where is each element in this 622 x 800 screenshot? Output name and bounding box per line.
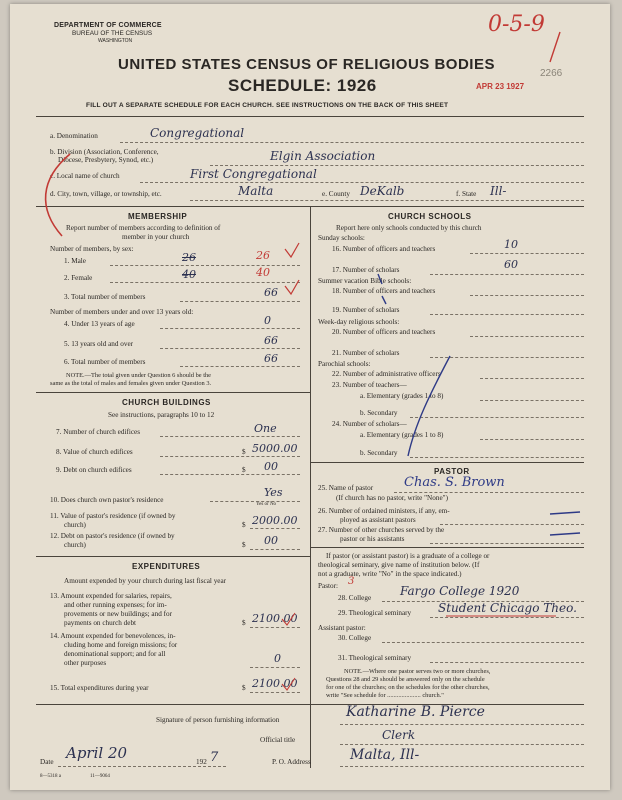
q13-label: 13. Amount expended for salaries, repairs, <box>50 592 172 600</box>
q12-label-2: church) <box>64 541 86 549</box>
q17-value: 60 <box>504 258 518 271</box>
state-label: f. State <box>456 190 477 198</box>
q7-label: 7. Number of church edifices <box>56 428 141 436</box>
q29-label: 29. Theological seminary <box>338 609 412 617</box>
q14-label-2: cluding home and foreign missions; for <box>64 641 178 649</box>
form-code-2: 11—9064 <box>90 774 110 779</box>
blue-dash-mark-2 <box>550 533 580 535</box>
q9-label: 9. Debt on church edifices <box>56 466 132 474</box>
q23a-label: a. Elementary (grades 1 to 8) <box>360 392 444 400</box>
summer-schools-label: Summer vacation Bible schools: <box>318 277 412 285</box>
instruction-banner: FILL OUT A SEPARATE SCHEDULE FOR EACH CHURCH. SEE INSTRUCTIONS ON THE BACK OF THIS SHEET <box>86 102 449 109</box>
signature-value: Katharine B. Pierce <box>346 704 485 720</box>
q11-value: 2000.00 <box>252 514 298 527</box>
q6-value: 66 <box>264 352 278 365</box>
q11-label: 11. Value of pastor's residence (if owned by <box>50 512 176 520</box>
blue-tick-mark <box>378 274 382 284</box>
schedule-title: SCHEDULE: 1926 <box>228 76 377 95</box>
q23-label: 23. Number of teachers— <box>332 381 407 389</box>
received-date-stamp: APR 23 1927 <box>476 82 525 91</box>
q28-value: Fargo College 1920 <box>400 584 520 598</box>
year-prefix: 192 <box>196 758 207 766</box>
expenditures-heading: EXPENDITURES <box>132 562 201 571</box>
q10-hint: Yes or No <box>256 502 277 507</box>
q1-struck-value: 26 <box>182 251 196 264</box>
red-bracket-mark <box>46 154 70 236</box>
pastor-note-3: for one of the churches; on the schedules for the other churches, <box>326 684 490 691</box>
serial-number: 2266 <box>540 68 563 79</box>
weekday-schools-label: Week-day religious schools: <box>318 318 400 326</box>
q4-label: 4. Under 13 years of age <box>64 320 135 328</box>
sunday-schools-label: Sunday schools: <box>318 234 365 242</box>
q1-value: 26 <box>256 249 270 262</box>
q28-label: 28. College <box>338 594 372 602</box>
members-by-sex-label: Number of members, by sex: <box>50 245 134 253</box>
parochial-schools-label: Parochial schools: <box>318 360 371 368</box>
local-name-label: c. Local name of church <box>50 172 120 180</box>
denomination-value: Congregational <box>150 126 245 140</box>
blue-slash-mark <box>408 356 450 456</box>
q23b-label: b. Secondary <box>360 409 398 417</box>
pastor-mark: 3 <box>348 576 355 587</box>
denomination-label: a. Denomination <box>50 132 98 140</box>
buildings-intro: See instructions, paragraphs 10 to 12 <box>108 411 215 419</box>
q14-value: 0 <box>274 652 281 665</box>
department-label: DEPARTMENT OF COMMERCE <box>54 22 162 29</box>
q26-label: 26. Number of ordained ministers, if any, em- <box>318 507 450 515</box>
county-value: DeKalb <box>360 184 405 198</box>
q10-label: 10. Does church own pastor's residence <box>50 496 164 504</box>
official-title-label: Official title <box>260 736 296 744</box>
q14-label-3: denominational support; and for all <box>64 650 166 658</box>
q15-value: 2100.00 <box>252 677 298 690</box>
q27-label-2: pastor or his assistants <box>340 535 405 543</box>
red-check-mark <box>285 243 299 257</box>
q25-note: (If church has no pastor, write "None") <box>336 494 448 502</box>
city-label: WASHINGTON <box>98 38 133 44</box>
q17-label: 17. Number of scholars <box>332 266 400 274</box>
q29-value: Student Chicago Theo. <box>438 601 577 615</box>
q14-label: 14. Amount expended for benevolences, in- <box>50 632 176 640</box>
q4-value: 0 <box>264 314 271 327</box>
q6-label: 6. Total number of members <box>64 358 146 366</box>
division-label-2: Diocese, Presbytery, Synod, etc.) <box>58 156 154 164</box>
pastor-heading: PASTOR <box>434 467 470 476</box>
q21-label: 21. Number of scholars <box>332 349 400 357</box>
state-value: Ill- <box>490 184 507 198</box>
q30-label: 30. College <box>338 634 372 642</box>
q12-value: 00 <box>264 534 278 547</box>
graduate-instruction-2: theological seminary, give name of institution below. (If <box>318 561 480 569</box>
q5-label: 5. 13 years old and over <box>64 340 134 348</box>
pastor-subheading: Pastor: <box>318 582 338 590</box>
q9-value: 00 <box>264 460 278 473</box>
census-schedule-sheet: DEPARTMENT OF COMMERCE BUREAU OF THE CENSUS WASHINGTON UNITED STATES CENSUS OF RELIGIOUS BODIES SCHEDULE: 1926 APR 23 1927 2266 0-5-9 FILL OUT A SEPARATE SCHEDULE FOR EACH CHURCH. SEE INSTRUCTIONS ON THE BACK OF THIS SHEET a. Denomination Congregational b. Division (Association, Conference, Diocese, Presbytery, Synod, etc.) Elgin Association c. Local name of church First Congregational d. City, town, village, or township, etc. Malta e. County DeKalb f. State Ill- MEMBERSHIP Report number of members according to definition of member in your church Number of members, by sex: 1. Male 26 26 2. Female 40 40 3. Total number of members 66 Number of members under and over 13 years old: 4. Under 13 years of age 0 5. 13 years old and over 66 6. Total number of members 66 NOTE.—The total given under Question 6 should be the same as the total of males and females given under Question 3. CHURCH BUILDINGS See instructions, paragraphs 10 to 12 7. Number of church edifices One 8. Value of church edifices $ 5000.00 9. Debt on church edifices $ 00 10. Does church own pastor's residence Yes Yes or No 11. Value of pastor's residence (if owned by church) $ 2000.00 12. Debt on pastor's residence (if owned by church) $ 00 EXPENDITURES Amount expended by your church during last fiscal year 13. Amount expended for salaries, repairs, and other running expenses; for im- provements or new buildings; and for payments on church debt $ 2100.00 14. Amount expended for benevolences, in- cluding home and foreign missions; for denominational support; and for all other purposes 0 15. Total expenditures during year $ 2100.00 CHURCH SCHOOLS Report here only schools conducted by this church Sunday schools: 16. Number of officers and teachers 10 17. Number of scholars 60 Summer vacation Bible schools: 18. Number of officers and teachers 19. Number of scholars Week-day religious schools: 20. Number of officers and teachers 21. Number of scholars Parochial schools: 22. Number of administrative officers 23. Number of teachers— a. Elementary (grades 1 to 8) b. Secondary 24. Number of scholars— a. Elementary (grades 1 to 8) b. Secondary PASTOR 25. Name of pastor Chas. S. Brown (If church has no pastor, write "None") 26. Number of ordained ministers, if any, em- ployed as assistant pastors 27. Number of other churches served by the pastor or his assistants If pastor (or assistant pastor) is a graduate of a college or theological seminary, give name of institution below. (If not a graduate, write "No" in the space indicated.) Pastor: 3 28. College Fargo College 1920 29. Theological seminary Student Chicago Theo. Assistant pastor: 30. College 31. Theological seminary NOTE.—Where one pastor serves two or more churches, Questions 28 and 29 should be answered only on the schedule for one of the churches; on the schedules for the other churches, write "See schedule for ..................... church." Signature of person furnishing information Katharine B. Pierce Official title Clerk Date April 20 192 7 P. O. Address Malta, Ill- 8—5318 a 11—9064 <box>10 4 610 790</box>
division-label: b. Division (Association, Conference, <box>50 148 159 156</box>
q13-value: 2100.00 <box>252 612 298 625</box>
pastor-note: NOTE.—Where one pastor serves two or more churches, <box>344 668 491 675</box>
red-check-mark-2 <box>285 280 299 294</box>
q22-label: 22. Number of administrative officers <box>332 370 441 378</box>
schools-intro: Report here only schools conducted by this church <box>336 224 482 232</box>
q5-value: 66 <box>264 334 278 347</box>
q10-value: Yes <box>264 486 283 499</box>
q13-label-2: and other running expenses; for im- <box>64 601 167 609</box>
q24a-label: a. Elementary (grades 1 to 8) <box>360 431 444 439</box>
bureau-label: BUREAU OF THE CENSUS <box>72 30 153 37</box>
q3-value: 66 <box>264 286 278 299</box>
buildings-heading: CHURCH BUILDINGS <box>122 398 211 407</box>
address-value: Malta, Ill- <box>350 747 420 763</box>
q1-label: 1. Male <box>64 257 86 265</box>
q12-label: 12. Debt on pastor's residence (if owned by <box>50 532 175 540</box>
q15-label: 15. Total expenditures during year <box>50 684 149 692</box>
blue-dash-mark <box>550 512 580 514</box>
date-label: Date <box>40 758 54 766</box>
address-label: P. O. Address <box>272 758 311 766</box>
age-intro-label: Number of members under and over 13 years old: <box>50 308 194 316</box>
q20-label: 20. Number of officers and teachers <box>332 328 436 336</box>
q18-label: 18. Number of officers and teachers <box>332 287 436 295</box>
graduate-instruction-3: not a graduate, write "No" in the space indicated.) <box>318 570 462 578</box>
q14-label-4: other purposes <box>64 659 107 667</box>
q2-label: 2. Female <box>64 274 93 282</box>
form-code: 8—5318 a <box>40 774 61 779</box>
q16-value: 10 <box>504 238 518 251</box>
q24-label: 24. Number of scholars— <box>332 420 407 428</box>
q3-label: 3. Total number of members <box>64 293 146 301</box>
membership-intro: Report number of members according to definition of <box>66 224 221 232</box>
expenditures-intro: Amount expended by your church during last fiscal year <box>64 577 227 585</box>
graduate-instruction: If pastor (or assistant pastor) is a graduate of a college or <box>326 552 490 560</box>
membership-heading: MEMBERSHIP <box>128 212 188 221</box>
q31-label: 31. Theological seminary <box>338 654 412 662</box>
signature-label: Signature of person furnishing information <box>156 716 280 724</box>
city-town-label: d. City, town, village, or township, etc. <box>50 190 162 198</box>
red-check-mark-3 <box>282 613 295 625</box>
pencil-annotations <box>10 4 610 790</box>
q7-value: One <box>254 422 277 435</box>
q8-value: 5000.00 <box>252 442 298 455</box>
membership-note: NOTE.—The total given under Question 6 should be the <box>66 372 212 379</box>
file-code: 0-5-9 <box>488 12 545 37</box>
city-town-value: Malta <box>238 184 274 198</box>
red-stroke-mark <box>550 32 560 62</box>
q2-struck-value: 40 <box>182 268 196 281</box>
q16-label: 16. Number of officers and teachers <box>332 245 436 253</box>
q25-value: Chas. S. Brown <box>404 475 505 490</box>
q13-label-3: provements or new buildings; and for <box>64 610 172 618</box>
date-value: April 20 <box>66 744 128 762</box>
q13-label-4: payments on church debt <box>64 619 137 627</box>
membership-note-2: same as the total of males and females given under Question 3. <box>50 380 212 387</box>
official-title-value: Clerk <box>382 728 416 742</box>
pastor-note-4: write "See schedule for ..................... church." <box>326 692 444 699</box>
membership-intro-2: member in your church <box>122 233 190 241</box>
division-value: Elgin Association <box>270 149 376 163</box>
red-check-mark-4 <box>282 678 295 690</box>
assistant-pastor-subheading: Assistant pastor: <box>318 624 366 632</box>
schools-heading: CHURCH SCHOOLS <box>388 212 472 221</box>
q27-label: 27. Number of other churches served by the <box>318 526 445 534</box>
q19-label: 19. Number of scholars <box>332 306 400 314</box>
year-value: 7 <box>210 750 219 765</box>
blue-tick-mark-2 <box>382 296 386 304</box>
form-title: UNITED STATES CENSUS OF RELIGIOUS BODIES <box>118 56 495 73</box>
q8-label: 8. Value of church edifices <box>56 448 133 456</box>
local-name-value: First Congregational <box>190 167 317 181</box>
q25-label: 25. Name of pastor <box>318 484 374 492</box>
q11-label-2: church) <box>64 521 86 529</box>
q24b-label: b. Secondary <box>360 449 398 457</box>
q2-value: 40 <box>256 266 270 279</box>
pastor-note-2: Questions 28 and 29 should be answered only on the schedule <box>326 676 485 683</box>
county-label: e. County <box>322 190 350 198</box>
q26-label-2: ployed as assistant pastors <box>340 516 416 524</box>
